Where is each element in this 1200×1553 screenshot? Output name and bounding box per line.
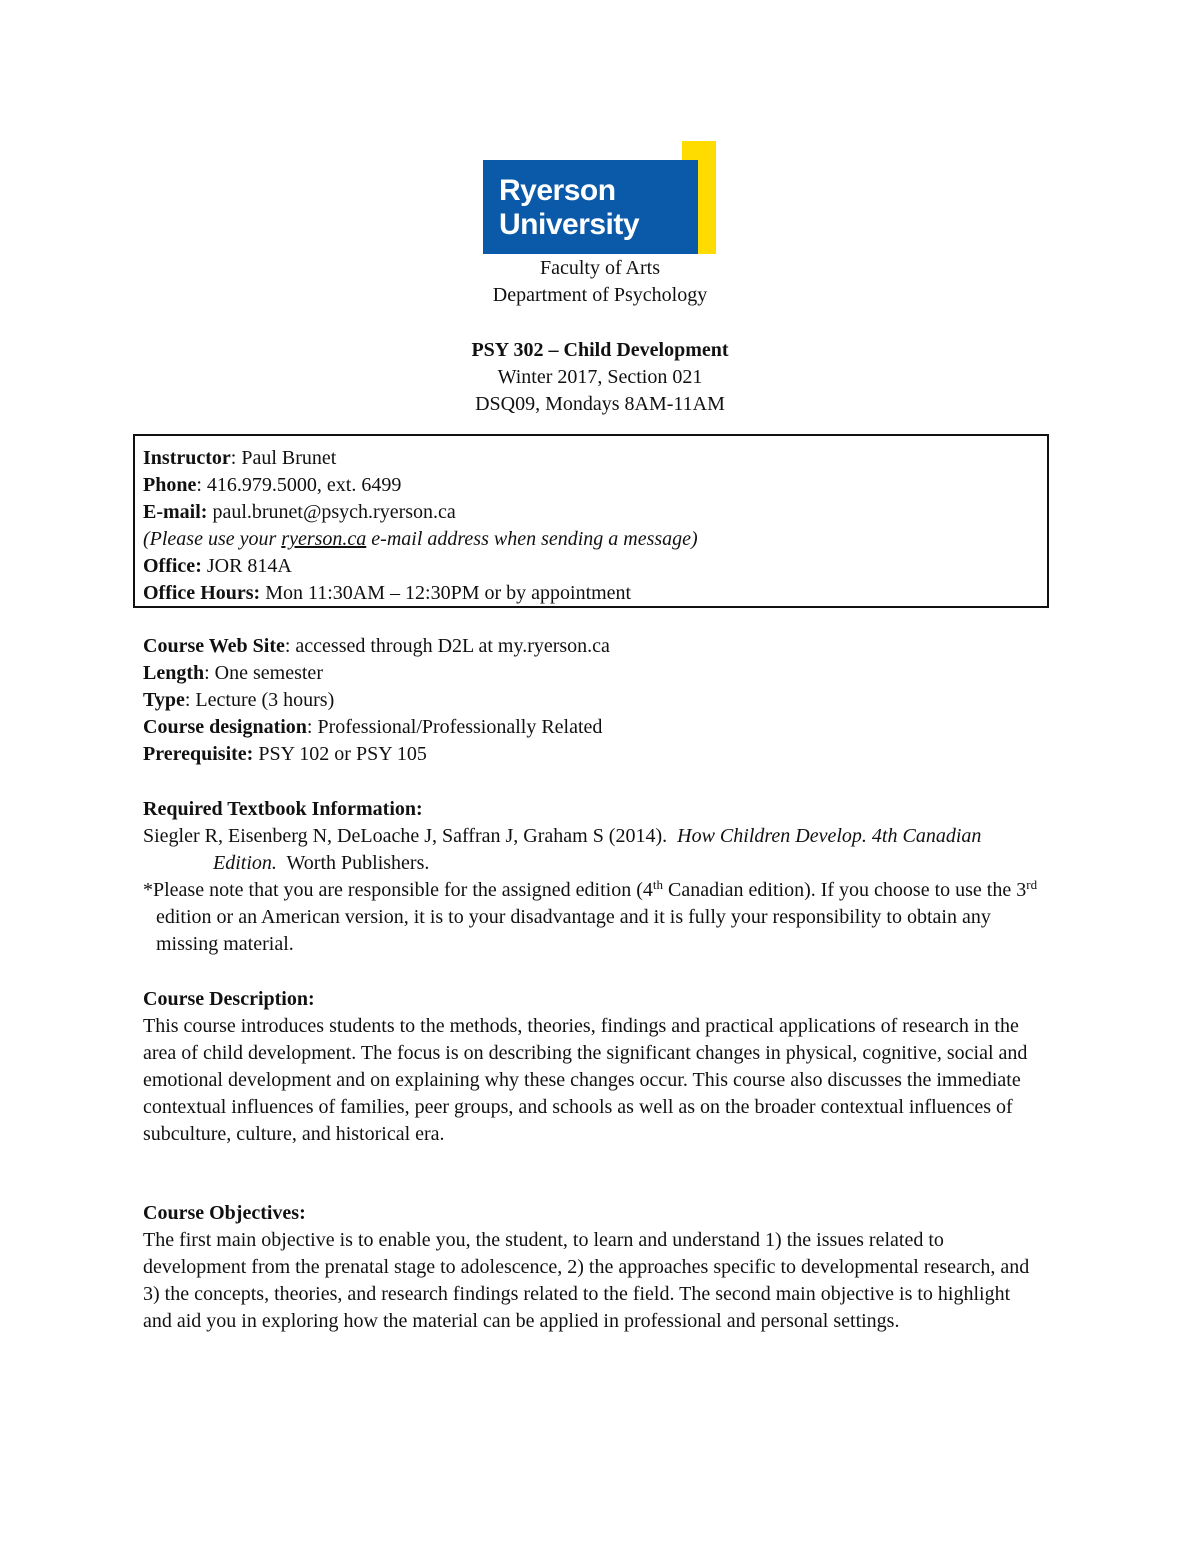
email-note-post: e-mail address when sending a message) <box>366 528 698 550</box>
textbook-heading: Required Textbook Information: <box>143 798 423 820</box>
logo-line-1: Ryerson <box>499 174 616 207</box>
course-description-section <box>143 986 1043 1148</box>
instructor-info-box <box>133 434 1049 608</box>
textbook-citation <box>143 823 1043 877</box>
prerequisite-label: Prerequisite: <box>143 743 254 765</box>
ryerson-logo <box>483 141 716 254</box>
course-title: PSY 302 – Child Development <box>471 339 729 361</box>
textbook-section <box>143 796 1043 958</box>
phone-value: : 416.979.5000, ext. 6499 <box>196 474 402 496</box>
description-body: This course introduces students to the methods, theories, findings and practical applications of research in the area of child development. The focus is on describing the significant changes in physical, cognitive, social and emotional development and on explaining why these changes occur. This course also discusses the immediate contextual influences of families, peer groups, and schools as well as on the broader contextual influences of subculture, culture, and historical era. <box>143 1015 1028 1145</box>
faculty-name: Faculty of Arts <box>540 257 660 279</box>
phone-line <box>143 472 698 499</box>
type-line <box>143 687 1043 714</box>
office-line <box>143 553 698 580</box>
type-value: : Lecture (3 hours) <box>184 689 335 711</box>
edition-note-part1: *Please note that you are responsible for the assigned edition (4 <box>143 879 653 901</box>
email-note <box>143 526 698 553</box>
length-value: : One semester <box>204 662 323 684</box>
edition-note-sup2: rd <box>1026 877 1038 892</box>
website-label: Course Web Site <box>143 635 285 657</box>
citation-title: How Children Develop. 4th Canadian Edition. <box>213 825 982 874</box>
designation-value: : Professional/Professionally Related <box>306 716 603 738</box>
department-name: Department of Psychology <box>492 284 708 306</box>
edition-note <box>143 877 1043 958</box>
prerequisite-line <box>143 741 1043 768</box>
website-line <box>143 633 1043 660</box>
course-objectives-section <box>143 1200 1043 1335</box>
length-line <box>143 660 1043 687</box>
email-note-pre: (Please use your <box>143 528 282 550</box>
logo-line-2: University <box>499 208 640 241</box>
phone-label: Phone <box>143 474 197 496</box>
course-details <box>143 633 1043 768</box>
email-value: paul.brunet@psych.ryerson.ca <box>207 501 456 523</box>
edition-note-part2: Canadian edition). If you choose to use the 3 <box>663 879 1027 901</box>
edition-note-sup1: th <box>652 877 663 892</box>
office-hours-value: Mon 11:30AM – 12:30PM or by appointment <box>260 582 632 604</box>
prerequisite-value: PSY 102 or PSY 105 <box>253 743 427 765</box>
course-term: Winter 2017, Section 021 <box>497 366 703 388</box>
objectives-body: The first main objective is to enable you, the student, to learn and understand 1) the issues related to development from the prenatal stage to adolescence, 2) the approaches specific to developmental research, and 3) the concepts, theories, and research findings related to the field. The second main objective is to highlight and aid you in exploring how the material can be applied in professional and personal settings. <box>143 1229 1030 1332</box>
type-label: Type <box>143 689 185 711</box>
faculty-header <box>0 255 1200 309</box>
objectives-heading: Course Objectives: <box>143 1202 306 1224</box>
citation-authors: Siegler R, Eisenberg N, DeLoache J, Saffran J, Graham S (2014). <box>143 825 668 847</box>
length-label: Length <box>143 662 205 684</box>
citation-publisher: Worth Publishers. <box>286 852 430 874</box>
website-value: : accessed through D2L at my.ryerson.ca <box>284 635 610 657</box>
instructor-line <box>143 445 698 472</box>
description-heading: Course Description: <box>143 988 315 1010</box>
office-value: JOR 814A <box>201 555 292 577</box>
ryerson-link[interactable]: ryerson.ca <box>281 528 367 550</box>
office-label: Office: <box>143 555 202 577</box>
office-hours-line <box>143 580 698 607</box>
course-schedule: DSQ09, Mondays 8AM-11AM <box>475 393 725 415</box>
email-label: E-mail: <box>143 501 208 523</box>
instructor-name: : Paul Brunet <box>230 447 337 469</box>
designation-label: Course designation <box>143 716 307 738</box>
email-line <box>143 499 698 526</box>
logo-blue-block <box>483 160 698 254</box>
instructor-label: Instructor <box>143 447 231 469</box>
designation-line <box>143 714 1043 741</box>
office-hours-label: Office Hours: <box>143 582 261 604</box>
edition-note-part3: edition or an American version, it is to your disadvantage and it is fully your responsibility to obtain any missing material. <box>156 906 991 955</box>
course-header <box>0 337 1200 418</box>
